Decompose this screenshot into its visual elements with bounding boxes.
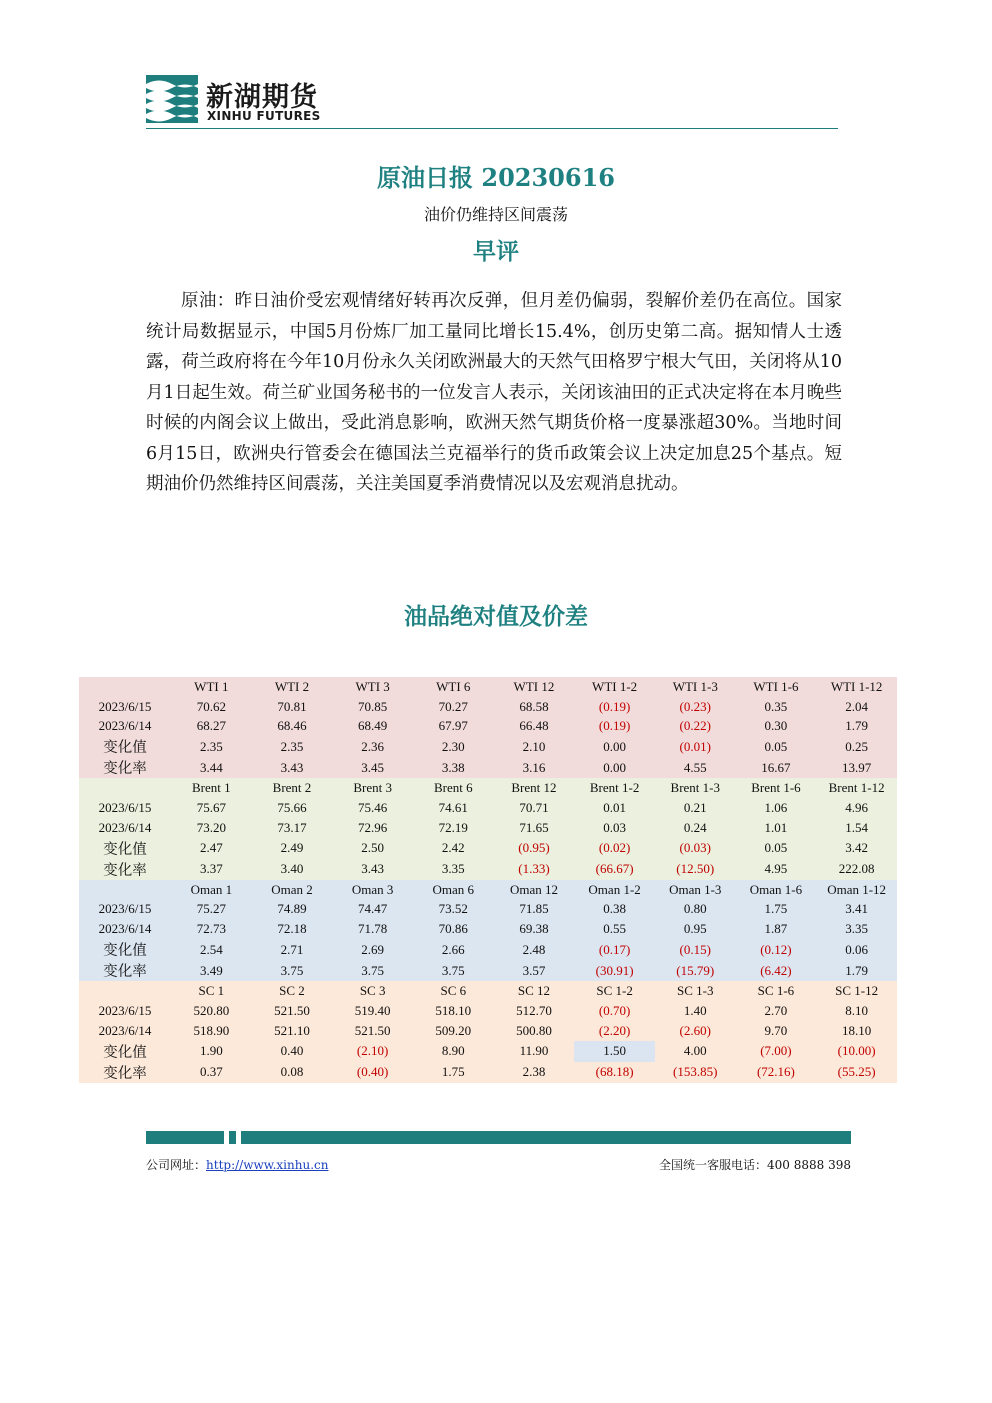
table-row bbox=[79, 1001, 897, 1021]
table-cell: 3.38 bbox=[413, 757, 494, 778]
header-corner-cell bbox=[79, 677, 171, 697]
column-header: SC 1-12 bbox=[816, 981, 897, 1001]
table-cell: 1.54 bbox=[816, 818, 897, 838]
sc-header-row bbox=[79, 981, 897, 1001]
column-header: Oman 12 bbox=[494, 880, 575, 900]
table-cell: 3.57 bbox=[494, 960, 575, 981]
column-header: Brent 1-6 bbox=[736, 778, 817, 798]
table-cell: 0.05 bbox=[736, 736, 817, 757]
row-label: 变化值 bbox=[79, 1041, 171, 1062]
row-label: 2023/6/14 bbox=[79, 818, 171, 838]
column-header: Oman 1-3 bbox=[655, 880, 736, 900]
column-header: Brent 2 bbox=[252, 778, 333, 798]
table-cell: (0.19) bbox=[574, 717, 655, 737]
table-cell: 2.66 bbox=[413, 939, 494, 960]
price-table-heading: 油品绝对值及价差 bbox=[404, 603, 588, 630]
table-cell: 518.90 bbox=[171, 1021, 252, 1041]
row-label: 2023/6/15 bbox=[79, 900, 171, 920]
table-cell: (1.33) bbox=[494, 859, 575, 880]
column-header: WTI 6 bbox=[413, 677, 494, 697]
table-cell: 0.38 bbox=[574, 900, 655, 920]
table-cell: (0.95) bbox=[494, 838, 575, 859]
column-header: Brent 3 bbox=[332, 778, 413, 798]
table-cell: 75.27 bbox=[171, 900, 252, 920]
table-cell: 4.96 bbox=[816, 798, 897, 818]
wti-header-row bbox=[79, 677, 897, 697]
table-cell: 2.42 bbox=[413, 838, 494, 859]
table-cell: 72.73 bbox=[171, 919, 252, 939]
table-cell: 2.50 bbox=[332, 838, 413, 859]
table-cell: (0.01) bbox=[655, 736, 736, 757]
table-cell: 1.75 bbox=[413, 1062, 494, 1083]
table-row bbox=[79, 1021, 897, 1041]
table-cell: 3.43 bbox=[252, 757, 333, 778]
table-cell: (0.12) bbox=[736, 939, 817, 960]
header-corner-cell bbox=[79, 880, 171, 900]
column-header: Brent 12 bbox=[494, 778, 575, 798]
row-label: 变化率 bbox=[79, 1062, 171, 1083]
table-cell: 0.08 bbox=[252, 1062, 333, 1083]
table-cell: 0.80 bbox=[655, 900, 736, 920]
report-title: 原油日报 20230616 bbox=[377, 163, 615, 192]
table-cell: (55.25) bbox=[816, 1062, 897, 1083]
column-header: WTI 1 bbox=[171, 677, 252, 697]
header-divider bbox=[146, 128, 838, 129]
oman-header-row bbox=[79, 880, 897, 900]
table-cell: 0.00 bbox=[574, 736, 655, 757]
table-cell: 222.08 bbox=[816, 859, 897, 880]
table-cell: 3.45 bbox=[332, 757, 413, 778]
column-header: WTI 1-2 bbox=[574, 677, 655, 697]
row-label: 2023/6/15 bbox=[79, 798, 171, 818]
xinhu-wave-logo-icon bbox=[146, 73, 198, 125]
table-cell: 4.95 bbox=[736, 859, 817, 880]
website-link[interactable]: http://www.xinhu.cn bbox=[206, 1158, 329, 1172]
table-cell: (72.16) bbox=[736, 1062, 817, 1083]
table-row bbox=[79, 757, 897, 778]
table-cell: 2.71 bbox=[252, 939, 333, 960]
table-cell: (0.19) bbox=[574, 697, 655, 717]
table-cell: 2.47 bbox=[171, 838, 252, 859]
table-cell: 67.97 bbox=[413, 717, 494, 737]
table-cell: (2.10) bbox=[332, 1041, 413, 1062]
table-cell: 2.10 bbox=[494, 736, 575, 757]
table-cell: 70.85 bbox=[332, 697, 413, 717]
column-header: WTI 1-3 bbox=[655, 677, 736, 697]
table-cell: 1.06 bbox=[736, 798, 817, 818]
table-cell: 75.67 bbox=[171, 798, 252, 818]
table-cell: 2.30 bbox=[413, 736, 494, 757]
table-cell: 75.66 bbox=[252, 798, 333, 818]
column-header: SC 1 bbox=[171, 981, 252, 1001]
table-cell: (68.18) bbox=[574, 1062, 655, 1083]
table-cell: 72.18 bbox=[252, 919, 333, 939]
morning-review-paragraph: 原油：昨日油价受宏观情绪好转再次反弹，但月差仍偏弱，裂解价差仍在高位。国家统计局数据显示，中国5月份炼厂加工量同比增长15.4%，创历史第二高。据知情人士透露，荷兰政府将在今年10月份永久关闭欧洲最大的天然气田格罗宁根大气田，关闭将从10月1日起生效。荷兰矿业国务秘书的一位发言人表示，关闭该油田的正式决定将在本月晚些时候的内阁会议上做出，受此消息影响，欧洲天然气期货价格一度暴涨超30%。当地时间6月15日，欧洲央行管委会在德国法兰克福举行的货币政策会议上决定加息25个基点。短期油价仍然维持区间震荡，关注美国夏季消费情况以及宏观消息扰动。 bbox=[146, 291, 842, 494]
column-header: SC 12 bbox=[494, 981, 575, 1001]
column-header: Oman 1-2 bbox=[574, 880, 655, 900]
logo-chinese-name: 新湖期货 bbox=[206, 82, 318, 113]
column-header: SC 1-6 bbox=[736, 981, 817, 1001]
table-row bbox=[79, 838, 897, 859]
table-cell: 0.37 bbox=[171, 1062, 252, 1083]
table-cell: 0.95 bbox=[655, 919, 736, 939]
table-cell: 16.67 bbox=[736, 757, 817, 778]
footer-bar-right bbox=[241, 1131, 851, 1144]
brent-header-row bbox=[79, 778, 897, 798]
table-cell: 512.70 bbox=[494, 1001, 575, 1021]
table-cell: 2.48 bbox=[494, 939, 575, 960]
table-cell: (0.40) bbox=[332, 1062, 413, 1083]
table-cell: 1.40 bbox=[655, 1001, 736, 1021]
row-label: 变化值 bbox=[79, 939, 171, 960]
table-cell: 0.01 bbox=[574, 798, 655, 818]
table-row bbox=[79, 919, 897, 939]
table-cell: 0.24 bbox=[655, 818, 736, 838]
table-cell: 73.17 bbox=[252, 818, 333, 838]
footer-bar-left bbox=[146, 1131, 224, 1144]
table-cell: (15.79) bbox=[655, 960, 736, 981]
company-logo bbox=[146, 73, 326, 125]
table-cell: 1.87 bbox=[736, 919, 817, 939]
column-header: WTI 1-6 bbox=[736, 677, 817, 697]
row-label: 2023/6/14 bbox=[79, 717, 171, 737]
table-cell: 73.52 bbox=[413, 900, 494, 920]
row-label: 变化值 bbox=[79, 736, 171, 757]
table-cell: 74.47 bbox=[332, 900, 413, 920]
table-row bbox=[79, 736, 897, 757]
table-cell: 8.90 bbox=[413, 1041, 494, 1062]
column-header: Oman 1-12 bbox=[816, 880, 897, 900]
table-cell: 500.80 bbox=[494, 1021, 575, 1041]
table-row bbox=[79, 717, 897, 737]
column-header: Oman 3 bbox=[332, 880, 413, 900]
table-cell: 71.85 bbox=[494, 900, 575, 920]
table-cell: 4.00 bbox=[655, 1041, 736, 1062]
website-label: 公司网址： bbox=[146, 1158, 207, 1172]
table-row bbox=[79, 859, 897, 880]
column-header: WTI 2 bbox=[252, 677, 333, 697]
column-header: WTI 3 bbox=[332, 677, 413, 697]
table-cell: (30.91) bbox=[574, 960, 655, 981]
table-cell: 0.00 bbox=[574, 757, 655, 778]
row-label: 2023/6/15 bbox=[79, 697, 171, 717]
table-cell: 3.75 bbox=[332, 960, 413, 981]
table-cell: (0.03) bbox=[655, 838, 736, 859]
table-cell: 68.49 bbox=[332, 717, 413, 737]
column-header: Brent 1-3 bbox=[655, 778, 736, 798]
row-label: 变化率 bbox=[79, 960, 171, 981]
column-header: SC 2 bbox=[252, 981, 333, 1001]
table-cell: 70.86 bbox=[413, 919, 494, 939]
table-cell: 2.35 bbox=[252, 736, 333, 757]
table-row bbox=[79, 697, 897, 717]
table-cell: 521.50 bbox=[332, 1021, 413, 1041]
table-cell: 1.01 bbox=[736, 818, 817, 838]
table-cell: 509.20 bbox=[413, 1021, 494, 1041]
table-cell: 70.81 bbox=[252, 697, 333, 717]
table-cell: 520.80 bbox=[171, 1001, 252, 1021]
table-cell: 2.54 bbox=[171, 939, 252, 960]
table-cell: (66.67) bbox=[574, 859, 655, 880]
column-header: Brent 1-2 bbox=[574, 778, 655, 798]
table-cell: 0.40 bbox=[252, 1041, 333, 1062]
table-cell: 8.10 bbox=[816, 1001, 897, 1021]
table-cell: 2.04 bbox=[816, 697, 897, 717]
table-cell: 0.03 bbox=[574, 818, 655, 838]
table-cell: (2.60) bbox=[655, 1021, 736, 1041]
column-header: SC 1-2 bbox=[574, 981, 655, 1001]
table-cell: (7.00) bbox=[736, 1041, 817, 1062]
table-cell: 3.75 bbox=[252, 960, 333, 981]
table-row bbox=[79, 798, 897, 818]
table-cell: 0.35 bbox=[736, 697, 817, 717]
table-cell: (0.23) bbox=[655, 697, 736, 717]
table-cell: 73.20 bbox=[171, 818, 252, 838]
table-cell: 2.49 bbox=[252, 838, 333, 859]
table-cell: 521.10 bbox=[252, 1021, 333, 1041]
table-cell: 1.90 bbox=[171, 1041, 252, 1062]
footer-website bbox=[146, 1156, 328, 1173]
table-cell: 0.30 bbox=[736, 717, 817, 737]
table-cell: 3.40 bbox=[252, 859, 333, 880]
table-cell: 70.62 bbox=[171, 697, 252, 717]
table-cell: 3.44 bbox=[171, 757, 252, 778]
table-cell: 68.58 bbox=[494, 697, 575, 717]
table-cell: 2.36 bbox=[332, 736, 413, 757]
table-cell: (12.50) bbox=[655, 859, 736, 880]
table-cell: (0.22) bbox=[655, 717, 736, 737]
table-cell: (153.85) bbox=[655, 1062, 736, 1083]
table-cell: 519.40 bbox=[332, 1001, 413, 1021]
column-header: Brent 1-12 bbox=[816, 778, 897, 798]
table-cell: 0.05 bbox=[736, 838, 817, 859]
column-header: WTI 1-12 bbox=[816, 677, 897, 697]
table-cell: 3.75 bbox=[413, 960, 494, 981]
table-cell: (0.02) bbox=[574, 838, 655, 859]
column-header: SC 1-3 bbox=[655, 981, 736, 1001]
table-cell: 3.42 bbox=[816, 838, 897, 859]
column-header: WTI 12 bbox=[494, 677, 575, 697]
table-cell: 72.19 bbox=[413, 818, 494, 838]
table-cell: 0.25 bbox=[816, 736, 897, 757]
table-cell: 4.55 bbox=[655, 757, 736, 778]
column-header: Oman 1-6 bbox=[736, 880, 817, 900]
table-cell: 1.75 bbox=[736, 900, 817, 920]
table-cell: 1.50 bbox=[574, 1041, 655, 1062]
table-cell: 18.10 bbox=[816, 1021, 897, 1041]
row-label: 2023/6/14 bbox=[79, 1021, 171, 1041]
table-cell: 71.78 bbox=[332, 919, 413, 939]
column-header: SC 3 bbox=[332, 981, 413, 1001]
table-cell: (6.42) bbox=[736, 960, 817, 981]
table-cell: 3.49 bbox=[171, 960, 252, 981]
header-corner-cell bbox=[79, 778, 171, 798]
table-cell: 3.35 bbox=[413, 859, 494, 880]
price-spread-table bbox=[79, 677, 897, 1083]
table-cell: (2.20) bbox=[574, 1021, 655, 1041]
row-label: 变化率 bbox=[79, 757, 171, 778]
table-cell: 11.90 bbox=[494, 1041, 575, 1062]
table-row bbox=[79, 818, 897, 838]
table-cell: 66.48 bbox=[494, 717, 575, 737]
table-cell: 0.55 bbox=[574, 919, 655, 939]
table-cell: 13.97 bbox=[816, 757, 897, 778]
table-cell: 3.16 bbox=[494, 757, 575, 778]
table-cell: 3.41 bbox=[816, 900, 897, 920]
table-cell: 71.65 bbox=[494, 818, 575, 838]
table-cell: 518.10 bbox=[413, 1001, 494, 1021]
column-header: Brent 1 bbox=[171, 778, 252, 798]
row-label: 变化值 bbox=[79, 838, 171, 859]
table-cell: 69.38 bbox=[494, 919, 575, 939]
table-cell: 0.06 bbox=[816, 939, 897, 960]
morning-review-heading: 早评 bbox=[473, 238, 519, 265]
row-label: 2023/6/14 bbox=[79, 919, 171, 939]
table-cell: 2.38 bbox=[494, 1062, 575, 1083]
column-header: Oman 1 bbox=[171, 880, 252, 900]
column-header: Oman 6 bbox=[413, 880, 494, 900]
table-cell: (10.00) bbox=[816, 1041, 897, 1062]
logo-english-name: XINHU FUTURES bbox=[207, 109, 321, 123]
table-cell: 74.89 bbox=[252, 900, 333, 920]
table-row bbox=[79, 939, 897, 960]
table-cell: 0.21 bbox=[655, 798, 736, 818]
table-cell: 2.69 bbox=[332, 939, 413, 960]
table-cell: 75.46 bbox=[332, 798, 413, 818]
column-header: Oman 2 bbox=[252, 880, 333, 900]
header-corner-cell bbox=[79, 981, 171, 1001]
table-cell: 3.43 bbox=[332, 859, 413, 880]
table-cell: 2.70 bbox=[736, 1001, 817, 1021]
row-label: 2023/6/15 bbox=[79, 1001, 171, 1021]
footer-bar-dot bbox=[229, 1131, 236, 1144]
table-row bbox=[79, 1062, 897, 1083]
table-cell: 2.35 bbox=[171, 736, 252, 757]
table-cell: (0.15) bbox=[655, 939, 736, 960]
table-cell: 521.50 bbox=[252, 1001, 333, 1021]
table-cell: 68.46 bbox=[252, 717, 333, 737]
table-row bbox=[79, 960, 897, 981]
table-cell: 72.96 bbox=[332, 818, 413, 838]
table-cell: 1.79 bbox=[816, 717, 897, 737]
price-spread-table-container bbox=[79, 677, 897, 1083]
table-cell: 9.70 bbox=[736, 1021, 817, 1041]
table-row bbox=[79, 900, 897, 920]
table-cell: (0.17) bbox=[574, 939, 655, 960]
table-cell: 70.27 bbox=[413, 697, 494, 717]
row-label: 变化率 bbox=[79, 859, 171, 880]
table-cell: 3.35 bbox=[816, 919, 897, 939]
table-cell: 3.37 bbox=[171, 859, 252, 880]
table-cell: (0.70) bbox=[574, 1001, 655, 1021]
report-subtitle: 油价仍维持区间震荡 bbox=[423, 205, 568, 224]
table-row bbox=[79, 1041, 897, 1062]
footer-hotline: 全国统一客服电话：400 8888 398 bbox=[659, 1158, 851, 1172]
column-header: Brent 6 bbox=[413, 778, 494, 798]
table-cell: 70.71 bbox=[494, 798, 575, 818]
table-cell: 74.61 bbox=[413, 798, 494, 818]
table-cell: 1.79 bbox=[816, 960, 897, 981]
column-header: SC 6 bbox=[413, 981, 494, 1001]
table-cell: 68.27 bbox=[171, 717, 252, 737]
